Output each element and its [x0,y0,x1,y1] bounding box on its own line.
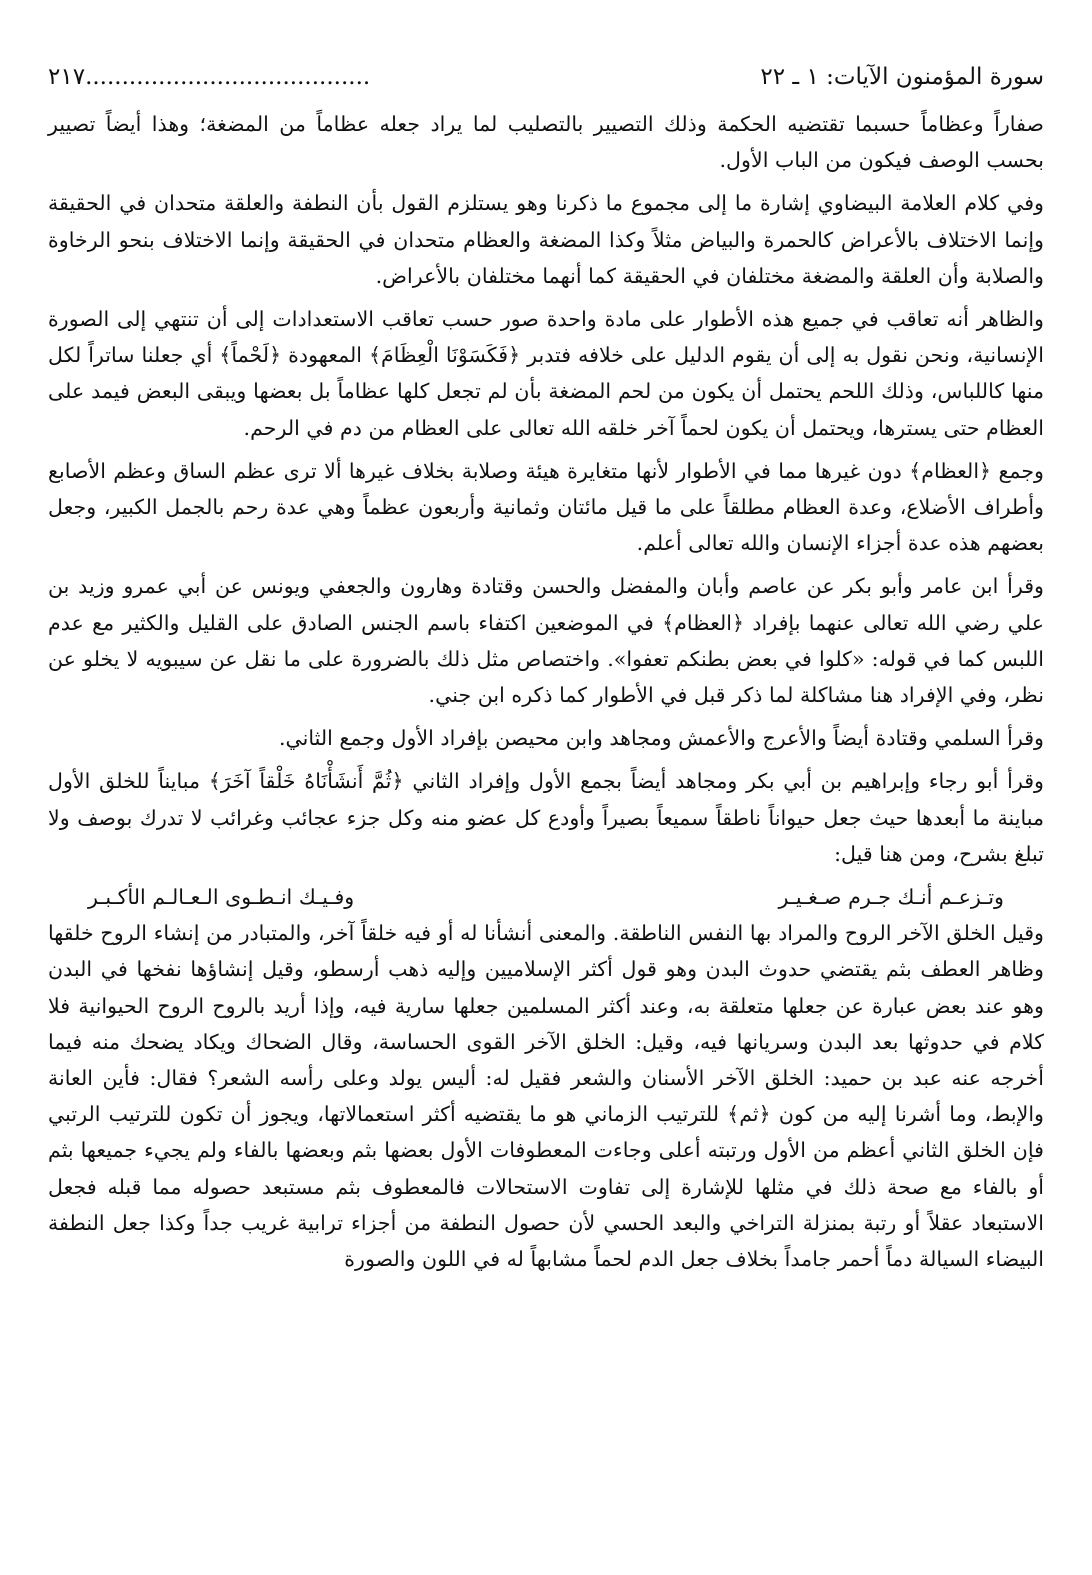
running-header [48,64,1044,90]
paragraph: والظاهر أنه تعاقب في جميع هذه الأطوار على مادة واحدة صور حسب تعاقب الاستعدادات إلى أن تنتهي إلى الصورة الإنسانية، ونحن نقول به إلى أن يقوم الدليل على خلافه فتدبر ﴿فَكَسَوْنَا الْعِظَامَ﴾ المعهودة ﴿لَحْماً﴾ أي جعلنا ساتراً لكل منها كاللباس، وذلك اللحم يحتمل أن يكون من لحم المضغة بأن لم تجعل كلها عظاماً بل بعضها ويبقى البعض فيمد على العظام حتى يسترها، ويحتمل أن يكون لحماً آخر خلقه الله تعالى على العظام من دم في الرحم. [48,307,1044,440]
poetry-verse [48,879,1044,915]
page-number: ٢١٧....................................... [48,64,371,90]
paragraph: وقرأ أبو رجاء وإبراهيم بن أبي بكر ومجاهد أيضاً بجمع الأول وإفراد الثاني ﴿ثُمَّ أَنشَأْنَاهُ خَلْقاً آخَرَ﴾ مبايناً للخلق الأول مباينة ما أبعدها حيث جعل حيواناً ناطقاً سميعاً بصيراً وأودع كل عضو منه وكل جزء عجائب وغرائب لا تدرك بوصف ولا تبلغ بشرح، ومن هنا قيل: [48,769,1044,866]
paragraph: صفاراً وعظاماً حسبما تقتضيه الحكمة وذلك التصيير بالتصليب لما يراد جعله عظاماً من المضغة؛ وهذا أيضاً تصيير بحسب الوصف فيكون من الباب الأول. [48,112,1044,173]
page-body [48,106,1044,1277]
paragraph: وقرأ السلمي وقتادة أيضاً والأعرج والأعمش ومجاهد وابن محيصن بإفراد الأول وجمع الثاني. [278,726,1044,751]
paragraph: وقيل الخلق الآخر الروح والمراد بها النفس الناطقة. والمعنى أنشأنا له أو فيه خلقاً آخر، والمتبادر من إنشاء الروح خلقها وظاهر العطف بثم يقتضي حدوث البدن وهو قول أكثر الإسلاميين وإليه ذهب أرسطو، وقيل إنشاؤها نفخها في البدن وهو عند بعض عبارة عن جعلها متعلقة به، وعند أكثر المسلمين جعلها سارية فيه، وإذا أريد بالروح الروح الحيوانية فلا كلام في حدوثها بعد البدن وسريانها فيه، وقيل: الخلق الآخر القوى الحساسة، وقال الضحاك ويكاد يضحك منه فيما أخرجه عنه عبد بن حميد: الخلق الآخر الأسنان والشعر فقيل له: أليس يولد وعلى رأسه الشعر؟ فقال: فأين العانة والإبط، وما أشرنا إليه من كون ﴿ثم﴾ للترتيب الزماني هو ما يقتضيه أكثر استعمالاتها، ويجوز أن تكون للترتيب الرتبي فإن الخلق الثاني أعظم من الأول ورتبته أعلى وجاءت المعطوفات الأول بعضها بثم وبعضها بالفاء ولم يجيء جميعها بثم أو بالفاء مع صحة ذلك في مثلها للإشارة إلى تفاوت الاستحالات فالمعطوف بثم مستبعد حصوله مما قبله فجعل الاستبعاد عقلاً أو رتبة بمنزلة التراخي والبعد الحسي لأن حصول النطفة من أجزاء ترابية غريب جداً وكذا جعل النطفة البيضاء السيالة دماً أحمر جامداً بخلاف جعل الدم لحماً مشابهاً له في اللون والصورة [48,921,1044,1272]
paragraph: وجمع ﴿العظام﴾ دون غيرها مما في الأطوار لأنها متغايرة هيئة وصلابة بخلاف غيرها ألا ترى عظم الساق وعظم الأصابع وأطراف الأضلاع، وعدة العظام مطلقاً على ما قيل مائتان وثمانية وأربعون عظماً وهي عدة رحم بالجمل الكبير، وجعل بعضهم هذه عدة أجزاء الإنسان والله تعالى أعلم. [48,458,1044,556]
verse-first-hemistich: وتـزعـم أنـك جـرم صـغـيـر [778,885,1004,910]
verse-second-hemistich: وفـيـك انـطـوى الـعـالـم الأكـبـر [88,885,355,910]
paragraph: وقرأ ابن عامر وأبو بكر عن عاصم وأبان والمفضل والحسن وقتادة وهارون والجعفي ويونس عن أبي عمرو وزيد بن علي رضي الله تعالى عنهما بإفراد ﴿العظام﴾ في الموضعين اكتفاء باسم الجنس الصادق على القليل والكثير مع عدم اللبس كما في قوله: «كلوا في بعض بطنكم تعفوا». واختصاص مثل ذلك بالضرورة على ما نقل عن سيبويه لا يخلو عن نظر، وفي الإفراد هنا مشاكلة لما ذكر قبل في الأطوار كما ذكره ابن جني. [48,574,1045,708]
surah-title: سورة المؤمنون الآيات: ١ ـ ٢٢ [760,64,1044,90]
paragraph: وفي كلام العلامة البيضاوي إشارة ما إلى مجموع ما ذكرنا وهو يستلزم القول بأن النطفة والعلقة متحدان في الحقيقة وإنما الاختلاف بالأعراض كالحمرة والبياض مثلاً وكذا المضغة والعظام متحدان في الحقيقة وإنما الاختلاف بنحو الرخاوة والصلابة وأن العلقة والمضغة مختلفان في الحقيقة كما أنهما مختلفان بالأعراض. [48,191,1044,288]
